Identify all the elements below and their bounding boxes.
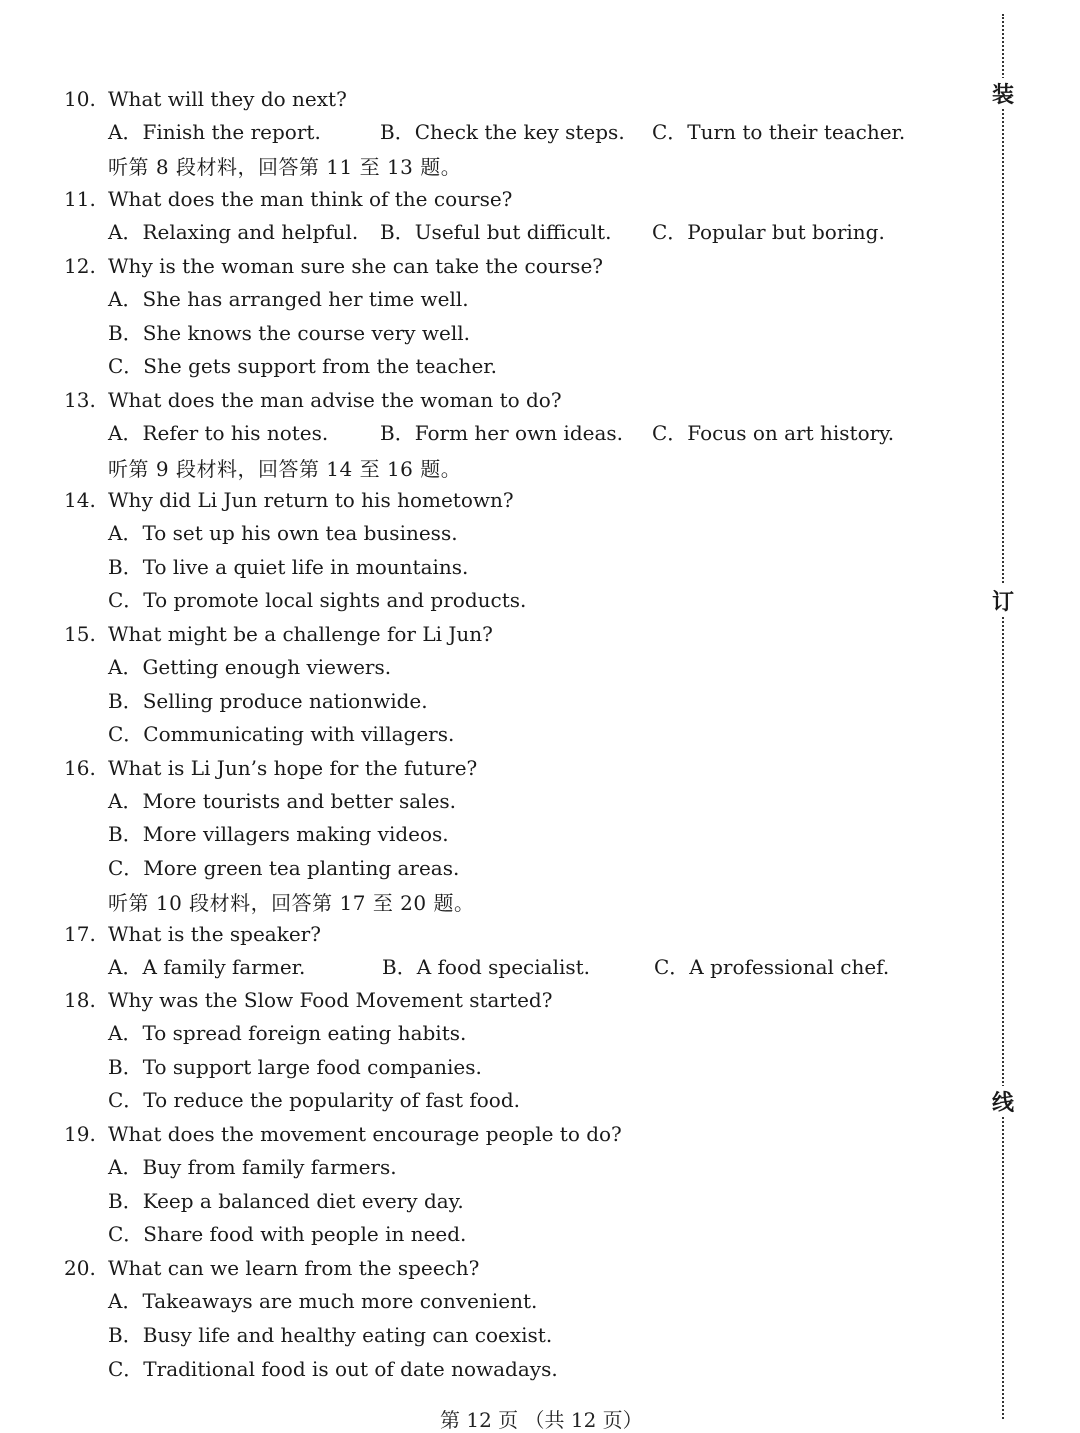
option-c: C．More green tea planting areas. bbox=[108, 856, 460, 880]
question-number: 17. bbox=[64, 922, 96, 946]
question-number: 10. bbox=[64, 87, 96, 111]
binding-line bbox=[1002, 14, 1004, 1419]
question-number: 20. bbox=[64, 1256, 96, 1280]
binding-char-ding: 订 bbox=[990, 585, 1016, 616]
option-a: A．Refer to his notes. bbox=[108, 421, 329, 445]
question-number: 12. bbox=[64, 254, 96, 278]
option-b: B．Check the key steps. bbox=[380, 120, 625, 144]
section-instruction-8: 听第 8 段材料，回答第 11 至 13 题。 bbox=[108, 155, 462, 179]
section-instruction-9: 听第 9 段材料，回答第 14 至 16 题。 bbox=[108, 457, 462, 481]
question-text: What is Li Jun’s hope for the future? bbox=[108, 756, 478, 780]
question-text: What is the speaker? bbox=[108, 922, 321, 946]
option-a: A．Getting enough viewers. bbox=[108, 655, 392, 679]
option-c: C．Communicating with villagers. bbox=[108, 722, 455, 746]
option-c: C．Turn to their teacher. bbox=[652, 120, 906, 144]
option-c: C．To reduce the popularity of fast food. bbox=[108, 1088, 521, 1112]
option-c: C．Popular but boring. bbox=[652, 220, 885, 244]
option-c: C．To promote local sights and products. bbox=[108, 588, 527, 612]
option-a: A．Buy from family farmers. bbox=[108, 1155, 397, 1179]
option-b: B．To live a quiet life in mountains. bbox=[108, 555, 469, 579]
binding-char-xian: 线 bbox=[990, 1086, 1016, 1117]
option-c: C．Share food with people in need. bbox=[108, 1222, 467, 1246]
option-b: B．Keep a balanced diet every day. bbox=[108, 1189, 464, 1213]
question-number: 19. bbox=[64, 1122, 96, 1146]
option-a: A．She has arranged her time well. bbox=[108, 287, 469, 311]
question-number: 14. bbox=[64, 488, 96, 512]
question-text: What does the movement encourage people to do? bbox=[108, 1122, 622, 1146]
option-c: C．Traditional food is out of date nowadays. bbox=[108, 1357, 558, 1381]
option-c: C．Focus on art history. bbox=[652, 421, 895, 445]
question-number: 11. bbox=[64, 187, 96, 211]
question-text: What can we learn from the speech? bbox=[108, 1256, 480, 1280]
question-text: What does the man advise the woman to do? bbox=[108, 388, 562, 412]
section-instruction-10: 听第 10 段材料，回答第 17 至 20 题。 bbox=[108, 891, 475, 915]
option-a: A．Takeaways are much more convenient. bbox=[108, 1289, 538, 1313]
question-text: Why is the woman sure she can take the course? bbox=[108, 254, 603, 278]
option-b: B．She knows the course very well. bbox=[108, 321, 470, 345]
option-c: C．She gets support from the teacher. bbox=[108, 354, 497, 378]
option-b: B．To support large food companies. bbox=[108, 1055, 482, 1079]
question-text: What might be a challenge for Li Jun? bbox=[108, 622, 493, 646]
question-number: 15. bbox=[64, 622, 96, 646]
option-b: B．Selling produce nationwide. bbox=[108, 689, 428, 713]
option-a: A．Finish the report. bbox=[108, 120, 321, 144]
option-a: A．To spread foreign eating habits. bbox=[108, 1021, 467, 1045]
option-b: B．Busy life and healthy eating can coexist. bbox=[108, 1323, 553, 1347]
option-a: A．More tourists and better sales. bbox=[108, 789, 457, 813]
option-b: B．Useful but difficult. bbox=[380, 220, 612, 244]
option-c: C．A professional chef. bbox=[654, 955, 890, 979]
question-number: 18. bbox=[64, 988, 96, 1012]
question-number: 13. bbox=[64, 388, 96, 412]
binding-char-zhuang: 装 bbox=[990, 78, 1016, 109]
option-b: B．More villagers making videos. bbox=[108, 822, 449, 846]
option-b: B．A food specialist. bbox=[382, 955, 591, 979]
option-a: A．To set up his own tea business. bbox=[108, 521, 458, 545]
question-number: 16. bbox=[64, 756, 96, 780]
page-footer: 第 12 页 （共 12 页） bbox=[440, 1408, 643, 1432]
option-a: A．Relaxing and helpful. bbox=[108, 220, 359, 244]
option-a: A．A family farmer. bbox=[108, 955, 306, 979]
question-text: What does the man think of the course? bbox=[108, 187, 513, 211]
question-text: Why did Li Jun return to his hometown? bbox=[108, 488, 514, 512]
question-text: Why was the Slow Food Movement started? bbox=[108, 988, 553, 1012]
question-text: What will they do next? bbox=[108, 87, 347, 111]
option-b: B．Form her own ideas. bbox=[380, 421, 624, 445]
